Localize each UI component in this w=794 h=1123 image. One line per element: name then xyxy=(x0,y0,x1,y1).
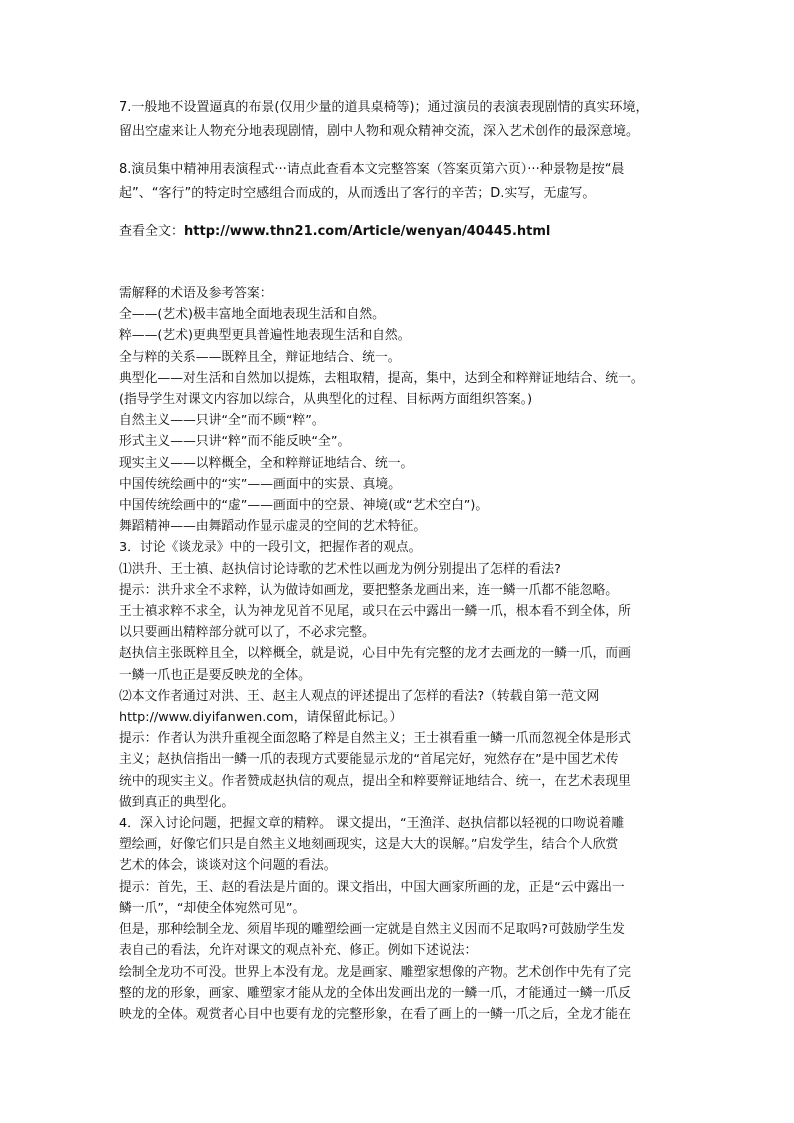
text-line: 形式主义——只讲“粹”而不能反映“全”。 xyxy=(119,434,351,450)
text-line: 现实主义——以粹概全，全和粹辩证地结合、统一。 xyxy=(119,455,414,471)
full-text-row xyxy=(119,220,687,244)
text-line: 4．深入讨论问题，把握文章的精粹。 课文提出，“王渔洋、赵执信都以轻视的口吻说着雕 xyxy=(119,816,625,832)
text-line: 统中的现实主义。作者赞成赵执信的观点，提出全和粹要辩证地结合、统一，在艺术表现里 xyxy=(119,773,631,789)
full-text-url[interactable]: http://www.thn21.com/Article/wenyan/40445.html xyxy=(184,224,551,239)
text-line: 绘制全龙功不可没。世界上本没有龙。龙是画家、雕塑家想像的产物。艺术创作中先有了完 xyxy=(119,964,631,980)
text-line: 舞蹈精神——由舞蹈动作显示虚灵的空间的艺术特征。 xyxy=(119,519,427,535)
text-line: 艺术的体会，谈谈对这个问题的看法。 xyxy=(119,858,337,874)
text-line: 典型化——对生活和自然加以提炼，去粗取精，提高，集中，达到全和粹辩证地结合、统一。 xyxy=(119,370,644,386)
text-line: 起”、“客行”的特定时空感组合而成的，从而透出了客行的辛苦；D.实写，无虚写。 xyxy=(119,186,596,201)
text-line: (指导学生对课文内容加以综合，从典型化的过程、目标两方面组织答案。) xyxy=(119,392,533,408)
text-line: 3．讨论《谈龙录》中的一段引文，把握作者的观点。 xyxy=(119,540,422,556)
text-line: 鳞一爪”，“却使全体宛然可见”。 xyxy=(119,900,306,916)
text-line: 全——(艺术)极丰富地全面地表现生活和自然。 xyxy=(119,307,385,323)
text-line: 提示：首先，王、赵的看法是片面的。课文指出，中国大画家所画的龙，正是“云中露出一 xyxy=(119,879,625,895)
text-line: 留出空虚来让人物充分地表现剧情，剧中人物和观众精神交流，深入艺术创作的最深意境。 xyxy=(119,124,640,139)
text-line: http://www.diyifanwen.com，请保留此标记。） xyxy=(119,710,403,726)
answer-item-8 xyxy=(119,158,687,206)
text-line: 8.演员集中精神用表演程式···请点此查看本文完整答案（答案页第六页）···种景物是按“晨 xyxy=(119,162,625,177)
terms-section xyxy=(119,283,687,1025)
answer-item-7 xyxy=(119,96,687,144)
text-line: 表自己的看法，允许对课文的观点补充、修正。例如下述说法： xyxy=(119,943,478,959)
text-line: 映龙的全体。观赏者心目中也要有龙的完整形象，在看了画上的一鳞一爪之后，全龙才能在 xyxy=(119,1006,631,1022)
text-line: 一鳞一爪也正是要反映龙的全体。 xyxy=(119,667,311,683)
text-line: 中国传统绘画中的“实”——画面中的实景、真境。 xyxy=(119,476,401,492)
text-line: 提示：作者认为洪升重视全面忽略了粹是自然主义；王士祺看重一鳞一爪而忽视全体是形式 xyxy=(119,731,631,747)
text-line: 自然主义——只讲“全”而不顾“粹”。 xyxy=(119,413,325,429)
text-line: 7.一般地不设置逼真的布景(仅用少量的道具桌椅等)；通过演员的表演表现剧情的真实环境， xyxy=(119,100,649,115)
text-line: 赵执信主张既粹且全，以粹概全，就是说，心目中先有完整的龙才去画龙的一鳞一爪，而画 xyxy=(119,646,631,662)
text-line: 全与粹的关系——既粹且全，辩证地结合、统一。 xyxy=(119,349,401,365)
full-text-label: 查看全文： xyxy=(119,224,185,239)
text-line: ⑴洪升、王士禛、赵执信讨论诗歌的艺术性以画龙为例分别提出了怎样的看法? xyxy=(119,561,561,577)
text-line: 整的龙的形象，画家、雕塑家才能从龙的全体出发画出龙的一鳞一爪，才能通过一鳞一爪反 xyxy=(119,985,631,1001)
text-line: 做到真正的典型化。 xyxy=(119,794,235,810)
text-line: 提示：洪升求全不求粹，认为做诗如画龙，要把整条龙画出来，连一鳞一爪都不能忽略。 xyxy=(119,582,619,598)
text-line: 但是，那种绘制全龙、须眉毕现的雕塑绘画一定就是自然主义因而不足取吗?可鼓励学生发 xyxy=(119,922,625,938)
text-line: 以只要画出精粹部分就可以了，不必求完整。 xyxy=(119,625,375,641)
full-text-link-row xyxy=(119,220,687,244)
text-line: 粹——(艺术)更典型更具普遍性地表现生活和自然。 xyxy=(119,328,411,344)
text-line: ⑵本文作者通过对洪、王、赵主人观点的评述提出了怎样的看法?（转载自第一范文网 xyxy=(119,688,600,704)
text-line: 需解释的术语及参考答案： xyxy=(119,286,273,301)
text-line: 王士禛求粹不求全，认为神龙见首不见尾，或只在云中露出一鳞一爪，根本看不到全体，所 xyxy=(119,604,631,620)
text-line: 主义；赵执信指出一鳞一爪的表现方式要能显示龙的“首尾完好，宛然存在”是中国艺术传 xyxy=(119,752,619,768)
text-line: 中国传统绘画中的“虚”——画面中的空景、神境(或“艺术空白”)。 xyxy=(119,498,489,514)
text-line: 塑绘画，好像它们只是自然主义地刻画现实，这是大大的误解。”启发学生，结合个人欣赏 xyxy=(119,837,619,853)
